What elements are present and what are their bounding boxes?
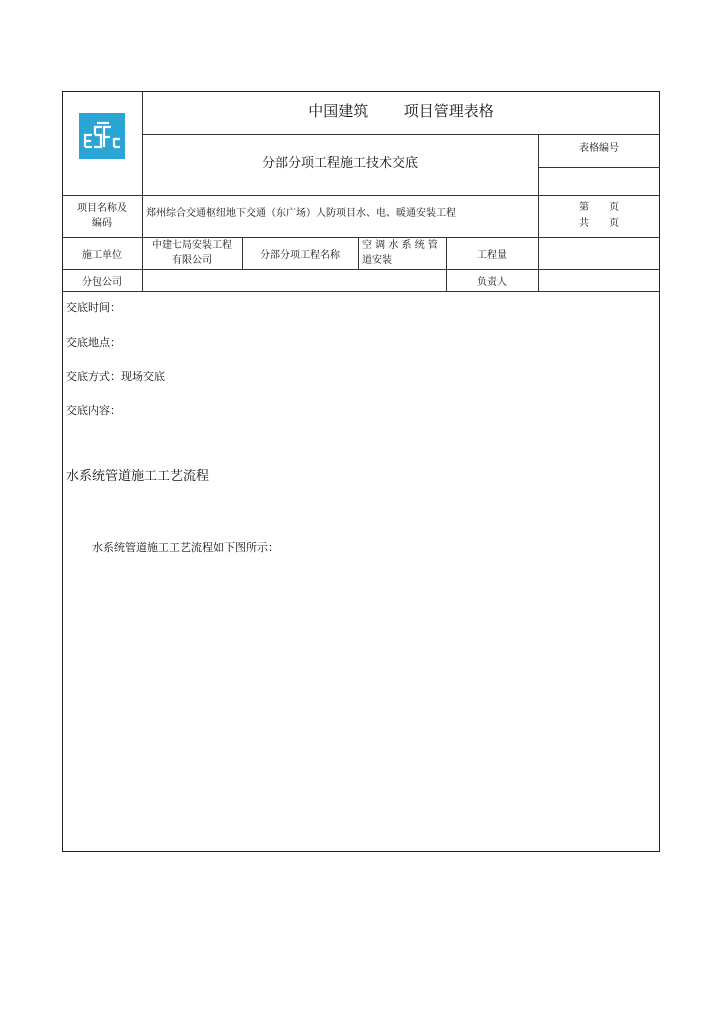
divider	[62, 269, 660, 270]
page-current-label: 第 页	[579, 202, 619, 213]
section-heading: 水系统管道施工工艺流程	[66, 469, 210, 484]
subitem-value-line2: 道安装	[362, 255, 392, 266]
form-subtitle: 分部分项工程施工技术交底	[261, 156, 418, 171]
subcontractor-label: 分包公司	[82, 277, 122, 288]
responsible-label: 负责人	[477, 277, 507, 288]
subitem-label: 分部分项工程名称	[260, 250, 340, 261]
divider	[62, 291, 660, 292]
project-label-line1: 项目名称及	[77, 203, 127, 214]
page-total-label: 共 页	[579, 218, 619, 229]
title-form: 项目管理表格	[403, 102, 494, 120]
unit-label: 施工单位	[82, 250, 122, 261]
divider	[538, 167, 660, 168]
unit-value-line2: 有限公司	[172, 255, 212, 266]
title-org: 中国建筑	[308, 102, 369, 120]
subitem-value-line1: 空 调 水 系 统 管	[362, 240, 438, 251]
quantity-label: 工程量	[477, 250, 507, 261]
briefing-time: 交底时间：	[66, 301, 121, 314]
project-label-line2: 编码	[92, 218, 112, 229]
divider	[62, 195, 660, 196]
divider	[142, 134, 660, 135]
briefing-place: 交底地点：	[66, 336, 121, 349]
subitem-value	[362, 238, 438, 268]
page-number	[538, 200, 660, 232]
unit-value	[142, 238, 242, 268]
form-number-label: 表格编号	[579, 143, 619, 154]
body-paragraph: 水系统管道施工工艺流程如下图所示：	[92, 541, 279, 554]
briefing-content: 交底内容：	[66, 404, 121, 417]
project-label	[62, 201, 142, 231]
unit-value-line1: 中建七局安装工程	[152, 240, 232, 251]
divider	[358, 237, 359, 269]
page-title	[142, 100, 660, 121]
briefing-method: 交底方式：现场交底	[66, 370, 165, 383]
cscec-logo	[79, 113, 125, 159]
project-value: 郑州综合交通枢纽地下交通（东广场）人防项目水、电、暖通安装工程	[146, 208, 456, 219]
